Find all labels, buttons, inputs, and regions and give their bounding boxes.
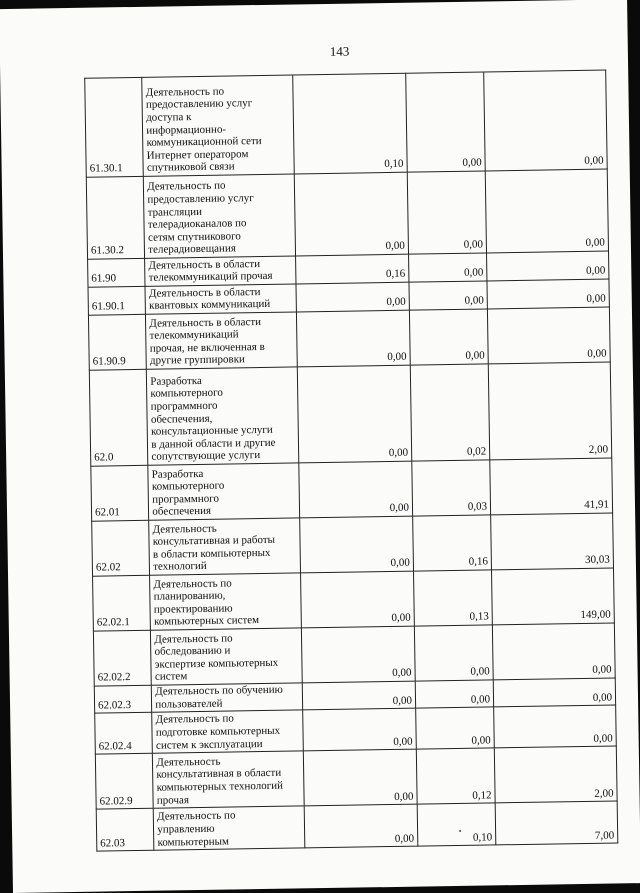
name-cell: Деятельность по обследованию и экспертизе компьютерных систем bbox=[154, 632, 279, 684]
value-cell: 0,00 bbox=[407, 171, 486, 254]
name-cell: Деятельность по обучению пользователей bbox=[155, 683, 283, 711]
value-cell: 0,00 bbox=[493, 678, 615, 707]
value-cell: 0,00 bbox=[300, 516, 413, 573]
value-cell: 0,10 bbox=[417, 803, 496, 846]
value-cell: 0,00 bbox=[305, 804, 418, 848]
value-cell: 7,00 bbox=[495, 801, 618, 845]
code-cell: 61.30.2 bbox=[86, 176, 145, 259]
table-row bbox=[93, 623, 615, 686]
value-cell: 0,02 bbox=[410, 364, 490, 461]
name-cell: Разработка компьютерного программного обеспечения, консультационные услуги в данной области и другие сопутствующие услуги bbox=[150, 374, 276, 464]
value-cell: 0,13 bbox=[413, 570, 492, 626]
name-cell: Деятельность по предоставлению услуг доступа к информационно- коммуникационной сети Интернет оператором спутниковой связи bbox=[145, 85, 262, 175]
value-cell: 0,16 bbox=[296, 254, 409, 284]
code-cell: 62.02.3 bbox=[94, 685, 152, 713]
value-cell: 2,00 bbox=[494, 746, 617, 803]
code-cell: 61.30.1 bbox=[85, 77, 144, 177]
value-cell: 0,00 bbox=[297, 310, 410, 367]
name-cell: Деятельность в области телекоммуникаций прочая, не включенная в другие группировки bbox=[149, 315, 265, 368]
name-cell: Деятельность консультативная в области компьютерных технологий прочая bbox=[156, 755, 284, 807]
value-cell: 0,00 bbox=[494, 705, 617, 748]
value-cell: 0,00 bbox=[487, 307, 610, 364]
value-cell: 0,00 bbox=[406, 72, 486, 172]
name-cell: Деятельность в области квантовых коммуникаций bbox=[148, 285, 271, 313]
value-cell: 0,00 bbox=[299, 461, 412, 518]
table-row bbox=[92, 513, 614, 576]
value-cell: 0,00 bbox=[303, 681, 416, 710]
table-row bbox=[85, 70, 607, 177]
name-cell: Деятельность консультативная и работы в области компьютерных технологий bbox=[152, 522, 276, 574]
value-cell: 0,12 bbox=[416, 748, 495, 804]
code-cell: 62.02.2 bbox=[93, 630, 151, 686]
table-row bbox=[95, 746, 617, 809]
value-cell: 0,00 bbox=[301, 571, 414, 628]
value-cell: 0,00 bbox=[485, 169, 608, 253]
value-cell: 41,91 bbox=[490, 458, 613, 515]
value-cell: 149,00 bbox=[492, 568, 615, 625]
table-row bbox=[96, 801, 618, 851]
name-cell: Деятельность по управлению компьютерным bbox=[157, 809, 236, 849]
code-cell: 61.90.1 bbox=[88, 286, 146, 315]
value-cell: 0,00 bbox=[416, 707, 495, 749]
code-cell: 62.01 bbox=[91, 465, 149, 521]
name-cell: Деятельность в области телекоммуникаций прочая bbox=[148, 257, 273, 285]
code-cell: 62.03 bbox=[96, 808, 154, 851]
value-cell: 0,00 bbox=[415, 680, 494, 708]
okved-table bbox=[84, 70, 618, 852]
value-cell: 0,00 bbox=[408, 253, 487, 282]
table-row bbox=[89, 362, 611, 466]
code-cell: 61.90.9 bbox=[88, 314, 146, 370]
value-cell: 0,00 bbox=[296, 282, 409, 312]
value-cell: 0,00 bbox=[304, 749, 417, 806]
value-cell: 0,10 bbox=[293, 73, 407, 174]
value-cell: 2,00 bbox=[488, 362, 611, 460]
name-cell: Разработка компьютерного программного обеспечения bbox=[151, 467, 225, 519]
name-cell: Деятельность по планированию, проектированию компьютерных систем bbox=[153, 577, 260, 629]
value-cell: 0,00 bbox=[409, 281, 488, 310]
code-cell: 62.02.4 bbox=[95, 712, 153, 754]
code-cell: 62.02.1 bbox=[93, 575, 151, 631]
code-cell: 62.0 bbox=[89, 369, 148, 466]
value-cell: 0,00 bbox=[487, 251, 609, 281]
value-cell: 0,00 bbox=[487, 279, 609, 309]
value-cell: 0,00 bbox=[303, 708, 416, 751]
value-cell: 0,00 bbox=[484, 70, 607, 171]
value-cell: 0,00 bbox=[298, 365, 412, 463]
code-cell: 62.02 bbox=[92, 520, 150, 576]
code-cell: 62.02.9 bbox=[95, 753, 153, 809]
value-cell: 30,03 bbox=[491, 513, 614, 570]
table-row bbox=[88, 307, 610, 370]
value-cell: 0,16 bbox=[413, 515, 492, 571]
value-cell: 0,00 bbox=[302, 626, 415, 683]
name-cell: Деятельность по подготовке компьютерных систем к эксплуатации bbox=[155, 712, 281, 752]
value-cell: 0,00 bbox=[409, 309, 488, 365]
value-cell: 0,00 bbox=[492, 623, 615, 680]
name-cell: Деятельность по предоставлению услуг трансляции телерадиоканалов по сетям спутникового телерадиовещания bbox=[147, 179, 254, 257]
table-row bbox=[93, 568, 615, 631]
value-cell: 0,00 bbox=[295, 172, 409, 256]
value-cell: 0,00 bbox=[414, 625, 493, 681]
page-number: 143 bbox=[329, 43, 350, 59]
table-row bbox=[86, 169, 608, 259]
scan-speck bbox=[459, 830, 461, 832]
code-cell: 61.90 bbox=[88, 258, 146, 287]
table-row bbox=[91, 458, 613, 521]
value-cell: 0,03 bbox=[412, 460, 491, 516]
